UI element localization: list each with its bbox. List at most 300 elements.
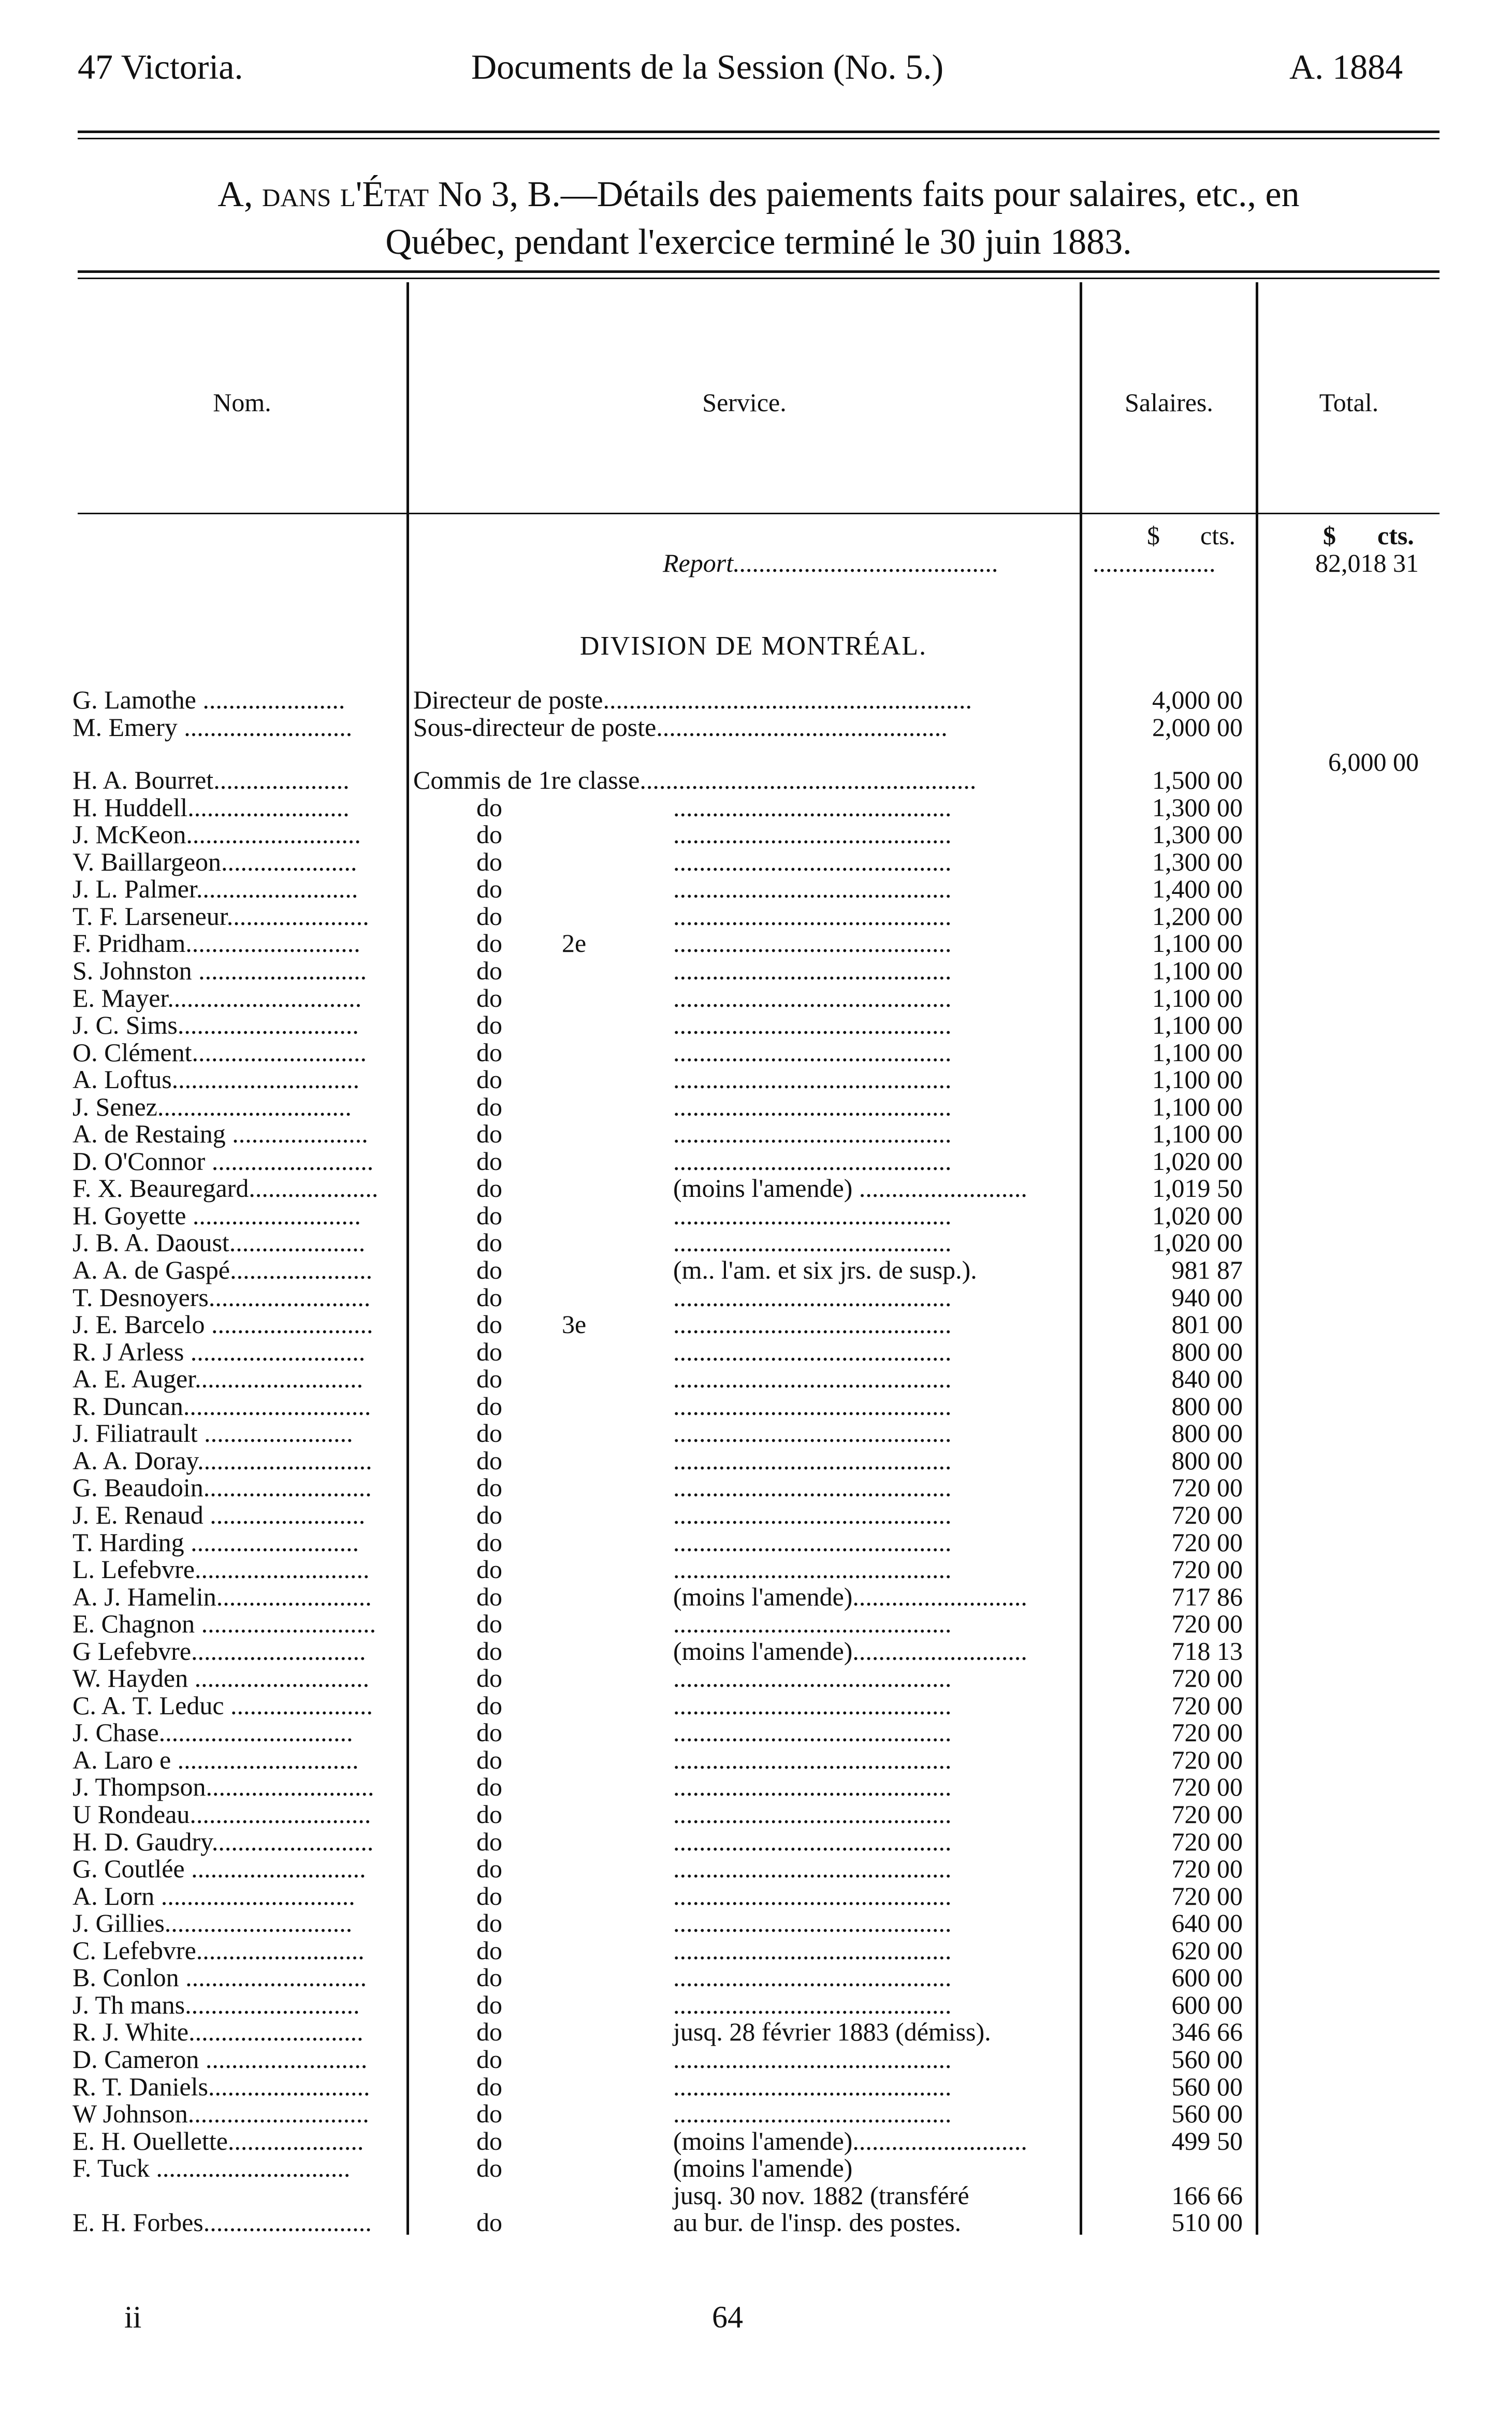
service-note: ........................................... [673, 1800, 952, 1829]
table-row [0, 2209, 1512, 2236]
salary-amount: 840 00 [1171, 1364, 1243, 1394]
ditto-mark: do [476, 1146, 502, 1176]
subtotal-total: 6,000 00 [1328, 747, 1419, 776]
employee-name: A. Lorn .............................. [72, 1881, 355, 1911]
salary-amount: 560 00 [1171, 2099, 1243, 2129]
service-note: ........................................... [673, 1310, 952, 1339]
service-note: ........................................... [673, 1963, 952, 1992]
salary-amount: 1,400 00 [1152, 874, 1243, 904]
ditto-mark: do [476, 820, 502, 849]
ditto-mark: do [476, 1827, 502, 1856]
employee-name: H. A. Bourret..................... [72, 765, 350, 795]
service-note: ........................................... [673, 2044, 952, 2074]
service-note: jusq. 28 février 1883 (démiss). [673, 2017, 991, 2047]
ditto-mark: do [476, 1364, 502, 1394]
employee-name: G. Lamothe ...................... [72, 685, 345, 714]
footer-left: ii [124, 2300, 142, 2334]
ditto-mark: do [476, 1010, 502, 1040]
employee-name: G. Beaudoin.......................... [72, 1473, 372, 1502]
table-row [0, 1801, 1512, 1828]
service-note: ........................................... [673, 874, 952, 904]
employee-name: V. Baillargeon..................... [72, 847, 357, 876]
table-row [0, 1719, 1512, 1746]
table-row [0, 1039, 1512, 1066]
ditto-mark: do [476, 1282, 502, 1312]
service-note: ........................................... [673, 1935, 952, 1965]
class-grade: 3e [562, 1310, 587, 1339]
salary-amount: 1,300 00 [1152, 820, 1243, 849]
report-label: Report......................................... [663, 548, 999, 577]
salary-amount: 720 00 [1171, 1854, 1243, 1884]
ditto-mark: do [476, 1445, 502, 1475]
ditto-mark: do [476, 1500, 502, 1529]
table-row [0, 2100, 1512, 2127]
salary-amount: 1,019 50 [1152, 1174, 1243, 1203]
employee-name: R. J. White........................... [72, 2017, 364, 2047]
column-header-salaires: Salaires. [1125, 388, 1213, 417]
table-row [0, 2046, 1512, 2073]
table-row [0, 1284, 1512, 1311]
service-note: ........................................... [673, 1500, 952, 1529]
running-header [0, 47, 1512, 93]
table-row [0, 1311, 1512, 1338]
salaires-cts-unit: cts. [1200, 521, 1236, 550]
employee-name: T. Desnoyers......................... [72, 1282, 371, 1312]
header-rule-bottom [78, 138, 1440, 139]
salary-amount: 1,100 00 [1152, 1037, 1243, 1067]
table-row [0, 2018, 1512, 2046]
service-note: ........................................... [673, 847, 952, 876]
ditto-mark: do [476, 1609, 502, 1639]
service-note: ........................................... [673, 1065, 952, 1094]
ditto-mark: do [476, 1419, 502, 1448]
employee-name: E. Mayer.............................. [72, 983, 362, 1012]
service-note: ........................................... [673, 1745, 952, 1774]
table-row [0, 1011, 1512, 1039]
ditto-mark: do [476, 1391, 502, 1421]
ditto-mark: do [476, 1800, 502, 1829]
salary-amount: 1,200 00 [1152, 901, 1243, 931]
ditto-mark: do [476, 2044, 502, 2074]
title-line1: No 3, B.—Détails des paiements faits pour salaires, etc., en [438, 175, 1300, 214]
employee-name: E. H. Ouellette..................... [72, 2126, 364, 2155]
table-row [0, 2182, 1512, 2209]
ditto-mark: do [476, 2099, 502, 2129]
title-rule-top [78, 270, 1440, 273]
employee-name: J. Chase.............................. [72, 1718, 353, 1747]
service-title: Sous-directeur de poste............................................. [413, 712, 948, 742]
salary-amount: 640 00 [1171, 1908, 1243, 1938]
employee-name: J. McKeon........................... [72, 820, 361, 849]
table-row [0, 1066, 1512, 1093]
table-row [0, 1365, 1512, 1393]
employee-name: A. J. Hamelin........................ [72, 1582, 372, 1611]
table-row [0, 1556, 1512, 1583]
employee-name: E. H. Forbes.......................... [72, 2208, 372, 2237]
ditto-mark: do [476, 929, 502, 958]
table-row [0, 714, 1512, 741]
employee-name: F. Tuck .............................. [72, 2153, 351, 2183]
service-note: ........................................... [673, 901, 952, 931]
header-document-title: Documents de la Session (No. 5.) [471, 47, 944, 86]
service-note: (moins l'amende)........................... [673, 2126, 1027, 2155]
salary-amount: 720 00 [1171, 1800, 1243, 1829]
ditto-mark: do [476, 1527, 502, 1557]
service-note: ........................................... [673, 2099, 952, 2129]
salary-amount: 1,100 00 [1152, 1010, 1243, 1040]
service-note: ........................................... [673, 1364, 952, 1394]
table-row [0, 686, 1512, 714]
service-note: ........................................... [673, 1092, 952, 1121]
ditto-mark: do [476, 1555, 502, 1584]
salary-amount: 720 00 [1171, 1609, 1243, 1639]
ditto-mark: do [476, 1065, 502, 1094]
salary-amount: 510 00 [1171, 2208, 1243, 2237]
table-row [0, 1746, 1512, 1774]
employee-name: C. A. T. Leduc ...................... [72, 1690, 373, 1720]
table-row [0, 794, 1512, 821]
header-rule-top [78, 131, 1440, 133]
table-row [0, 1420, 1512, 1447]
employee-name: L. Lefebvre........................... [72, 1555, 370, 1584]
employee-name: J. Gillies............................. [72, 1908, 353, 1938]
salary-amount: 600 00 [1171, 1963, 1243, 1992]
employee-name: O. Clément........................... [72, 1037, 367, 1067]
table-row [0, 1093, 1512, 1121]
title-prefix: A, [217, 175, 253, 214]
employee-name: F. X. Beauregard.................... [72, 1174, 379, 1203]
employee-name: A. A. de Gaspé...................... [72, 1255, 373, 1284]
table-row [0, 1991, 1512, 2019]
table-row [0, 1883, 1512, 1910]
ditto-mark: do [476, 1963, 502, 1992]
service-note: ........................................... [673, 1473, 952, 1502]
employee-name: A. E. Auger.......................... [72, 1364, 364, 1394]
table-row [0, 2127, 1512, 2155]
column-header-nom: Nom. [213, 388, 271, 417]
service-note: (m.. l'am. et six jrs. de susp.). [673, 1255, 977, 1284]
class-grade: 2e [562, 929, 587, 958]
ditto-mark: do [476, 1854, 502, 1884]
service-note: ........................................... [673, 2072, 952, 2101]
table-row [0, 1773, 1512, 1801]
service-note: ........................................... [673, 1555, 952, 1584]
salary-amount: 720 00 [1171, 1663, 1243, 1693]
salary-amount: 720 00 [1171, 1881, 1243, 1911]
ditto-mark: do [476, 1337, 502, 1366]
salary-amount: 1,100 00 [1152, 1119, 1243, 1149]
service-note: ........................................... [673, 1881, 952, 1911]
ditto-mark: do [476, 792, 502, 822]
table-row [0, 875, 1512, 903]
salary-amount: 800 00 [1171, 1337, 1243, 1366]
employee-name: M. Emery .......................... [72, 712, 353, 742]
table-row [0, 1855, 1512, 1883]
service-note: ........................................... [673, 820, 952, 849]
salary-amount: 801 00 [1171, 1310, 1243, 1339]
salary-amount: 800 00 [1171, 1391, 1243, 1421]
service-note: ........................................... [673, 956, 952, 985]
employee-name: H. Huddell......................... [72, 792, 350, 822]
ditto-mark: do [476, 2208, 502, 2237]
employee-name: R. Duncan............................. [72, 1391, 371, 1421]
service-note: ........................................... [673, 1827, 952, 1856]
table-row [0, 1120, 1512, 1148]
ditto-mark: do [476, 1473, 502, 1502]
employee-name: R. T. Daniels......................... [72, 2072, 370, 2101]
ditto-mark: do [476, 874, 502, 904]
table-row [0, 1909, 1512, 1937]
salary-amount: 1,300 00 [1152, 792, 1243, 822]
salary-amount: 800 00 [1171, 1445, 1243, 1475]
table-row [0, 1393, 1512, 1420]
employee-name: W. Hayden ........................... [72, 1663, 370, 1693]
ditto-mark: do [476, 1119, 502, 1149]
service-note: jusq. 30 nov. 1882 (transféré [673, 2180, 969, 2210]
service-note: ........................................... [673, 983, 952, 1012]
employee-name: A. Laro e ............................ [72, 1745, 359, 1774]
table-row [0, 1529, 1512, 1556]
ditto-mark: do [476, 847, 502, 876]
ditto-mark: do [476, 1718, 502, 1747]
service-note: ........................................... [673, 1445, 952, 1475]
salary-amount: 720 00 [1171, 1500, 1243, 1529]
table-row [0, 1937, 1512, 1964]
employee-name: S. Johnston .......................... [72, 956, 367, 985]
service-note: ........................................... [673, 1228, 952, 1257]
report-total: 82,018 31 [1315, 548, 1419, 577]
salary-amount: 620 00 [1171, 1935, 1243, 1965]
ditto-mark: do [476, 2017, 502, 2047]
salary-amount: 4,000 00 [1152, 685, 1243, 714]
salary-amount: 1,500 00 [1152, 765, 1243, 795]
employee-name: J. Th mans........................... [72, 1990, 360, 2019]
salary-amount: 1,100 00 [1152, 1092, 1243, 1121]
table-row [0, 2073, 1512, 2101]
service-note: ........................................... [673, 792, 952, 822]
service-note: ........................................... [673, 1146, 952, 1176]
salary-amount: 981 87 [1171, 1255, 1243, 1284]
table-row [0, 1202, 1512, 1229]
header-year: A. 1884 [1289, 47, 1403, 86]
employee-name: D. Cameron ......................... [72, 2044, 368, 2074]
service-note: ........................................... [673, 1391, 952, 1421]
salary-amount: 560 00 [1171, 2072, 1243, 2101]
service-note: ........................................... [673, 1908, 952, 1938]
table-row [0, 1447, 1512, 1474]
salary-amount: 499 50 [1171, 2126, 1243, 2155]
salary-amount: 720 00 [1171, 1555, 1243, 1584]
service-note: ........................................... [673, 1010, 952, 1040]
table-row [0, 848, 1512, 876]
ditto-mark: do [476, 1881, 502, 1911]
salary-amount: 1,100 00 [1152, 1065, 1243, 1094]
service-note: ........................................... [673, 1663, 952, 1693]
table-row [0, 1638, 1512, 1665]
column-header-service: Service. [702, 388, 787, 417]
column-header-total: Total. [1319, 388, 1379, 417]
table-row [0, 1964, 1512, 1991]
salary-amount: 720 00 [1171, 1745, 1243, 1774]
salary-amount: 1,020 00 [1152, 1200, 1243, 1230]
table-row [0, 1583, 1512, 1611]
table-row [0, 821, 1512, 848]
table-row [0, 1229, 1512, 1256]
header-session: 47 Victoria. [78, 47, 243, 86]
salary-amount: 1,100 00 [1152, 983, 1243, 1012]
salary-amount: 1,020 00 [1152, 1146, 1243, 1176]
ditto-mark: do [476, 1174, 502, 1203]
salary-amount: 720 00 [1171, 1827, 1243, 1856]
salary-amount: 1,020 00 [1152, 1228, 1243, 1257]
employee-name: J. L. Palmer......................... [72, 874, 358, 904]
table-title [78, 171, 1440, 219]
table-row [0, 1175, 1512, 1202]
service-note: ........................................... [673, 1990, 952, 2019]
salary-amount: 1,100 00 [1152, 956, 1243, 985]
title-rule-bottom [78, 278, 1440, 279]
table-row [0, 1610, 1512, 1638]
ditto-mark: do [476, 1990, 502, 2019]
salary-amount: 720 00 [1171, 1718, 1243, 1747]
title-smallcaps: dans l'État [261, 175, 429, 214]
ditto-mark: do [476, 2126, 502, 2155]
total-dollar-unit: $ [1323, 521, 1336, 550]
ditto-mark: do [476, 1772, 502, 1802]
service-note: ........................................... [673, 1419, 952, 1448]
service-note: ........................................... [673, 1037, 952, 1067]
salary-amount: 720 00 [1171, 1690, 1243, 1720]
page-number: 64 [712, 2300, 743, 2334]
salary-amount: 1,300 00 [1152, 847, 1243, 876]
table-row [0, 985, 1512, 1012]
employee-name: A. A. Doray........................... [72, 1445, 372, 1475]
table-row [0, 957, 1512, 985]
service-note: ........................................... [673, 1718, 952, 1747]
table-row [0, 1338, 1512, 1366]
ditto-mark: do [476, 1092, 502, 1121]
employee-name: J. Thompson.......................... [72, 1772, 374, 1802]
ditto-mark: do [476, 2153, 502, 2183]
employee-name: B. Conlon ............................ [72, 1963, 367, 1992]
salary-amount: 718 13 [1171, 1636, 1243, 1666]
salary-amount: 600 00 [1171, 1990, 1243, 2019]
table-row [0, 2154, 1512, 2182]
service-note: ........................................... [673, 1119, 952, 1149]
division-heading: DIVISION DE MONTRÉAL. [579, 631, 927, 661]
employee-name: J. E. Renaud ........................ [72, 1500, 366, 1529]
ditto-mark: do [476, 1935, 502, 1965]
service-note: ........................................... [673, 1337, 952, 1366]
service-note: au bur. de l'insp. des postes. [673, 2208, 962, 2237]
ditto-mark: do [476, 1228, 502, 1257]
service-note: (moins l'amende) .......................... [673, 1174, 1027, 1203]
employee-name: C. Lefebvre.......................... [72, 1935, 365, 1965]
employee-name: F. Pridham........................... [72, 929, 360, 958]
employee-name: W Johnson............................ [72, 2099, 369, 2129]
table-row [0, 1501, 1512, 1529]
service-note: (moins l'amende)........................... [673, 1582, 1027, 1611]
table-row [0, 1692, 1512, 1719]
salary-amount: 720 00 [1171, 1527, 1243, 1557]
employee-name: G. Coutlée ........................... [72, 1854, 366, 1884]
ditto-mark: do [476, 901, 502, 931]
service-note: ........................................... [673, 1690, 952, 1720]
ditto-mark: do [476, 1255, 502, 1284]
service-note: ........................................... [673, 1527, 952, 1557]
salary-amount: 720 00 [1171, 1473, 1243, 1502]
table-row [0, 1148, 1512, 1175]
service-note: (moins l'amende)........................... [673, 1636, 1027, 1666]
service-note: ........................................... [673, 1282, 952, 1312]
ditto-mark: do [476, 1908, 502, 1938]
column-header-rule [78, 513, 1440, 514]
employee-name: U Rondeau............................ [72, 1800, 371, 1829]
employee-name: G Lefebvre........................... [72, 1636, 366, 1666]
table-title-line2: Québec, pendant l'exercice terminé le 30 juin 1883. [385, 222, 1132, 262]
ditto-mark: do [476, 1745, 502, 1774]
employee-name: H. D. Gaudry......................... [72, 1827, 374, 1856]
ditto-mark: do [476, 1690, 502, 1720]
ditto-mark: do [476, 1310, 502, 1339]
employee-name: J. Senez.............................. [72, 1092, 352, 1121]
ditto-mark: do [476, 1200, 502, 1230]
employee-name: D. O'Connor ......................... [72, 1146, 374, 1176]
salary-amount: 717 86 [1171, 1582, 1243, 1611]
employee-name: R. J Arless ........................... [72, 1337, 366, 1366]
employee-name: A. Loftus............................. [72, 1065, 360, 1094]
salaires-dollar-unit: $ [1147, 521, 1160, 550]
employee-name: J. E. Barcelo ......................... [72, 1310, 373, 1339]
service-title: Directeur de poste......................................................... [413, 685, 972, 714]
table-row [0, 1665, 1512, 1692]
salary-amount: 1,100 00 [1152, 929, 1243, 958]
employee-name: J. Filiatrault ....................... [72, 1419, 353, 1448]
service-note: ........................................... [673, 1772, 952, 1802]
salary-amount: 800 00 [1171, 1419, 1243, 1448]
service-note: ........................................... [673, 929, 952, 958]
ditto-mark: do [476, 956, 502, 985]
service-note: ........................................... [673, 1200, 952, 1230]
salary-amount: 560 00 [1171, 2044, 1243, 2074]
employee-name: J. C. Sims............................ [72, 1010, 359, 1040]
table-row [0, 930, 1512, 957]
ditto-mark: do [476, 1037, 502, 1067]
salary-amount: 720 00 [1171, 1772, 1243, 1802]
table-row [0, 1256, 1512, 1284]
ditto-mark: do [476, 983, 502, 1012]
salary-amount: 346 66 [1171, 2017, 1243, 2047]
employee-name: T. Harding .......................... [72, 1527, 359, 1557]
table-row [0, 903, 1512, 930]
employee-name: A. de Restaing ..................... [72, 1119, 368, 1149]
salary-amount: 940 00 [1171, 1282, 1243, 1312]
table-row [0, 1828, 1512, 1856]
ditto-mark: do [476, 1663, 502, 1693]
employee-name: J. B. A. Daoust..................... [72, 1228, 366, 1257]
employee-name: E. Chagnon ........................... [72, 1609, 376, 1639]
ditto-mark: do [476, 1636, 502, 1666]
ditto-mark: do [476, 2072, 502, 2101]
report-salaires-leader: ................... [1093, 548, 1216, 577]
total-cts-unit: cts. [1377, 521, 1414, 550]
ditto-mark: do [476, 1582, 502, 1611]
employee-name: H. Goyette .......................... [72, 1200, 361, 1230]
service-note: (moins l'amende) [673, 2153, 853, 2183]
salary-amount: 2,000 00 [1152, 712, 1243, 742]
salary-amount: 166 66 [1171, 2180, 1243, 2210]
service-note: ........................................... [673, 1854, 952, 1884]
